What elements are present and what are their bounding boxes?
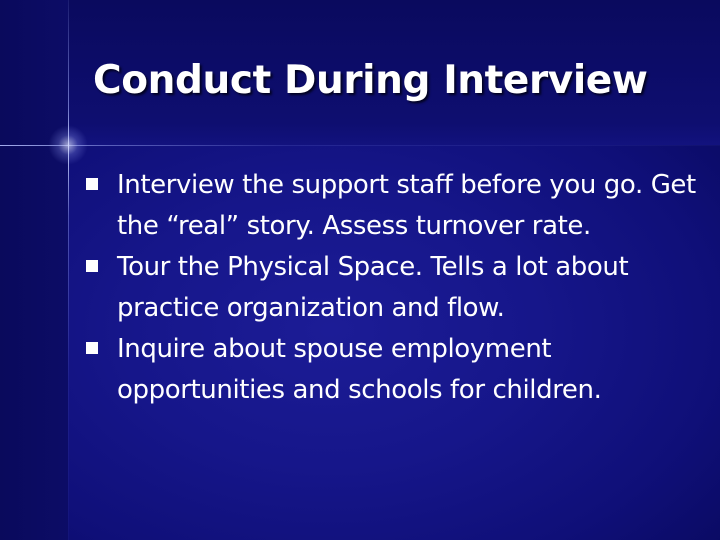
bullet-item-1 (86, 165, 706, 247)
bullet-list (86, 165, 706, 411)
left-background-band (0, 0, 68, 540)
square-bullet-icon (86, 178, 98, 190)
horizontal-accent-line (0, 145, 720, 146)
square-bullet-icon (86, 260, 98, 272)
slide-title: Conduct During Interview (93, 58, 648, 103)
crosshair-glow (48, 125, 88, 165)
bullet-text-2: Tour the Physical Space. Tells a lot about practice organization and flow. (117, 252, 629, 323)
square-bullet-icon (86, 342, 98, 354)
bullet-item-3 (86, 329, 706, 411)
bullet-item-2 (86, 247, 706, 329)
vertical-accent-line (68, 0, 69, 540)
bullet-text-1: Interview the support staff before you go. Get the “real” story. Assess turnover rate. (117, 170, 696, 241)
bullet-text-3: Inquire about spouse employment opportunities and schools for children. (117, 334, 602, 405)
